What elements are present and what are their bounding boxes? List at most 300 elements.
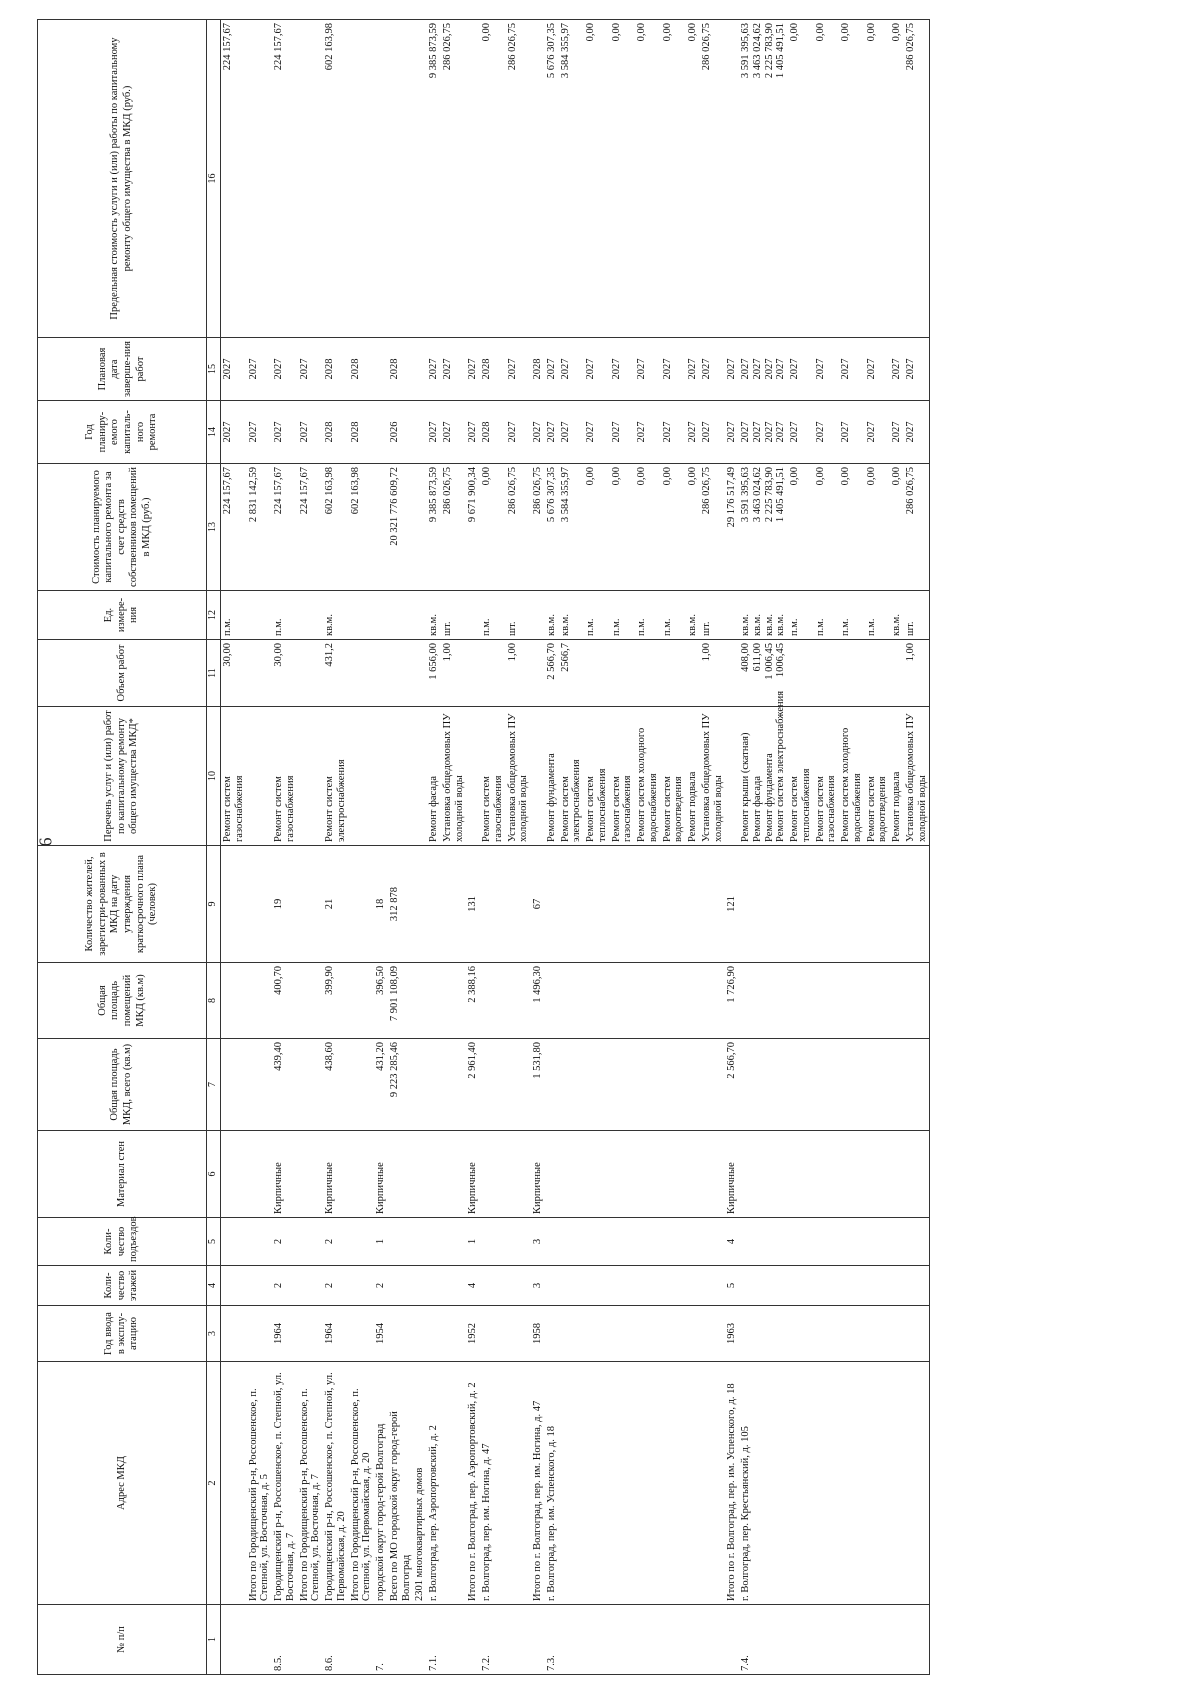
cell-max-cost: 286 026,75 bbox=[700, 20, 726, 338]
cell-work-volume: 1,00 bbox=[904, 640, 930, 707]
cell-works-list: Ремонт фундамента bbox=[545, 707, 559, 846]
cell-completion-date: 2027 bbox=[506, 338, 532, 401]
cell-premises-area: 400,70 bbox=[272, 963, 298, 1039]
cell-entrances bbox=[441, 1218, 467, 1266]
table-row bbox=[635, 20, 661, 1675]
cell-works-list bbox=[413, 707, 427, 846]
cell-total-area bbox=[480, 1039, 506, 1131]
cell-repair-year: 2027 bbox=[686, 401, 700, 464]
cell-planned-cost: 2 831 142,59 bbox=[247, 464, 273, 591]
cell-works-list: Ремонт систем газоснабжения bbox=[221, 707, 247, 846]
cell-floors: 3 bbox=[531, 1266, 545, 1306]
cell-max-cost: 0,00 bbox=[839, 20, 865, 338]
cell-works-list: Ремонт систем газоснабжения bbox=[610, 707, 636, 846]
cell-works-list: Ремонт систем холодного водоснабжения bbox=[839, 707, 865, 846]
cell-premises-area bbox=[506, 963, 532, 1039]
cell-planned-cost: 0,00 bbox=[865, 464, 891, 591]
cell-max-cost: 0,00 bbox=[865, 20, 891, 338]
cell-wall-material bbox=[388, 1131, 414, 1218]
cell-premises-area: 396,50 bbox=[374, 963, 388, 1039]
cell-planned-cost: 0,00 bbox=[584, 464, 610, 591]
cell-max-cost: 0,00 bbox=[480, 20, 506, 338]
cell-total-area: 1 531,80 bbox=[531, 1039, 545, 1131]
cell-max-cost: 5 676 307,35 bbox=[545, 20, 559, 338]
cell-total-area bbox=[584, 1039, 610, 1131]
cell-wall-material: Кирпичные bbox=[323, 1131, 349, 1218]
cell-total-area bbox=[839, 1039, 865, 1131]
cell-planned-cost: 0,00 bbox=[839, 464, 865, 591]
table-row bbox=[686, 20, 700, 1675]
cell-completion-date: 2027 bbox=[466, 338, 480, 401]
cell-year-built bbox=[349, 1306, 375, 1362]
cell-premises-area bbox=[480, 963, 506, 1039]
cell-residents bbox=[427, 846, 441, 963]
cell-residents bbox=[349, 846, 375, 963]
cell-premises-area bbox=[839, 963, 865, 1039]
cell-wall-material bbox=[788, 1131, 814, 1218]
cell-unit: п.м. bbox=[635, 591, 661, 640]
cell-max-cost: 0,00 bbox=[661, 20, 687, 338]
cell-address bbox=[584, 1362, 610, 1605]
cell-works-list: Установка общедомовых ПУ холодной воды bbox=[506, 707, 532, 846]
cell-address: г. Волгоград, пер. им. Успенского, д. 18 bbox=[545, 1362, 559, 1605]
cell-floors bbox=[221, 1266, 247, 1306]
cell-year-built bbox=[890, 1306, 904, 1362]
cell-entrances: 2 bbox=[272, 1218, 298, 1266]
cell-works-list: Ремонт систем водоотведения bbox=[865, 707, 891, 846]
cell-wall-material: Кирпичные bbox=[272, 1131, 298, 1218]
cell-line: 1 405 491,51 bbox=[775, 23, 787, 79]
cell-completion-date: 2027 bbox=[700, 338, 726, 401]
cell-unit: шт. bbox=[506, 591, 532, 640]
column-number-entrances: 5 bbox=[207, 1218, 221, 1266]
table-row bbox=[388, 20, 414, 1675]
cell-planned-cost: 29 176 517,49 bbox=[725, 464, 739, 591]
cell-works-list: Ремонт фасада bbox=[427, 707, 441, 846]
cell-line: Ремонт систем электроснабжения bbox=[775, 690, 787, 842]
cell-completion-date: 2028 bbox=[349, 338, 375, 401]
cell-repair-year bbox=[739, 401, 788, 464]
cell-total-area bbox=[545, 1039, 559, 1131]
cell-address bbox=[441, 1362, 467, 1605]
cell-address bbox=[904, 1362, 930, 1605]
cell-floors bbox=[559, 1266, 585, 1306]
table-row bbox=[247, 20, 273, 1675]
cell-entrances bbox=[413, 1218, 427, 1266]
cell-max-cost: 224 157,67 bbox=[272, 20, 298, 338]
cell-address bbox=[635, 1362, 661, 1605]
cell-residents bbox=[480, 846, 506, 963]
column-number-premises-area: 8 bbox=[207, 963, 221, 1039]
cell-entrances bbox=[610, 1218, 636, 1266]
cell-work-volume bbox=[298, 640, 324, 707]
cell-work-volume bbox=[388, 640, 414, 707]
cell-premises-area bbox=[413, 963, 427, 1039]
cell-max-cost: 0,00 bbox=[635, 20, 661, 338]
cell-year-built bbox=[413, 1306, 427, 1362]
cell-row-number bbox=[349, 1605, 375, 1675]
cell-wall-material bbox=[739, 1131, 788, 1218]
header-completion-date: Плановая дата заверше-ния работ bbox=[38, 338, 207, 401]
cell-address bbox=[839, 1362, 865, 1605]
cell-completion-date: 2027 bbox=[298, 338, 324, 401]
cell-row-number bbox=[890, 1605, 904, 1675]
cell-total-area: 438,60 bbox=[323, 1039, 349, 1131]
cell-row-number bbox=[635, 1605, 661, 1675]
cell-row-number bbox=[247, 1605, 273, 1675]
cell-wall-material bbox=[839, 1131, 865, 1218]
cell-entrances bbox=[661, 1218, 687, 1266]
table-row bbox=[559, 20, 585, 1675]
cell-wall-material bbox=[814, 1131, 840, 1218]
cell-work-volume bbox=[635, 640, 661, 707]
cell-residents: 121 bbox=[725, 846, 739, 963]
cell-line: 1 405 491,51 bbox=[775, 467, 787, 523]
cell-repair-year: 2027 bbox=[661, 401, 687, 464]
header-planned-cost: Стоимость планируемого капитального ремонта за счет средств собственников помещений в МКД (руб.) bbox=[38, 464, 207, 591]
cell-completion-date: 2027 bbox=[725, 338, 739, 401]
cell-unit: шт. bbox=[700, 591, 726, 640]
cell-max-cost: 0,00 bbox=[814, 20, 840, 338]
cell-completion-date: 2027 bbox=[904, 338, 930, 401]
cell-work-volume: 2566,7 bbox=[559, 640, 585, 707]
cell-completion-date: 2028 bbox=[531, 338, 545, 401]
cell-max-cost: 286 026,75 bbox=[904, 20, 930, 338]
cell-residents bbox=[247, 846, 273, 963]
cell-wall-material: Кирпичные bbox=[531, 1131, 545, 1218]
cell-line: Ремонт фасада bbox=[751, 775, 763, 842]
column-number-unit: 12 bbox=[207, 591, 221, 640]
cell-premises-area bbox=[686, 963, 700, 1039]
cell-work-volume bbox=[865, 640, 891, 707]
cell-residents: 312 878 bbox=[388, 846, 414, 963]
cell-total-area bbox=[427, 1039, 441, 1131]
cell-premises-area bbox=[814, 963, 840, 1039]
cell-address: Итого по Городищенский р-н, Россошенское, п. Степной, ул. Первомайская, д. 20 bbox=[349, 1362, 375, 1605]
cell-year-built bbox=[545, 1306, 559, 1362]
cell-line: 408,00 bbox=[740, 643, 751, 672]
cell-address: 2301 многоквартирных домов bbox=[413, 1362, 427, 1605]
column-number-residents: 9 bbox=[207, 846, 221, 963]
header-premises-area: Общая площадь помещений МКД (кв.м) bbox=[38, 963, 207, 1039]
cell-unit bbox=[388, 591, 414, 640]
cell-premises-area bbox=[247, 963, 273, 1039]
header-row bbox=[38, 20, 207, 1675]
cell-wall-material bbox=[584, 1131, 610, 1218]
cell-residents bbox=[814, 846, 840, 963]
cell-entrances bbox=[480, 1218, 506, 1266]
table-row bbox=[413, 20, 427, 1675]
cell-address: Итого по Городищенский р-н, Россошенское, п. Степной, ул. Восточная, д. 5 bbox=[247, 1362, 273, 1605]
cell-row-number: 7.3. bbox=[545, 1605, 559, 1675]
cell-residents bbox=[661, 846, 687, 963]
cell-entrances bbox=[788, 1218, 814, 1266]
cell-planned-cost: 9 671 900,34 bbox=[466, 464, 480, 591]
cell-planned-cost: 0,00 bbox=[814, 464, 840, 591]
cell-premises-area bbox=[865, 963, 891, 1039]
cell-entrances bbox=[839, 1218, 865, 1266]
cell-unit bbox=[466, 591, 480, 640]
cell-year-built bbox=[814, 1306, 840, 1362]
cell-year-built bbox=[700, 1306, 726, 1362]
cell-repair-year: 2027 bbox=[221, 401, 247, 464]
cell-planned-cost: 0,00 bbox=[610, 464, 636, 591]
cell-unit bbox=[349, 591, 375, 640]
column-number-max-cost: 16 bbox=[207, 20, 221, 338]
cell-line: кв.м. bbox=[775, 614, 787, 636]
cell-row-number bbox=[788, 1605, 814, 1675]
cell-row-number bbox=[413, 1605, 427, 1675]
table-row bbox=[272, 20, 298, 1675]
cell-work-volume: 2 566,70 bbox=[545, 640, 559, 707]
header-work-volume: Объем работ bbox=[38, 640, 207, 707]
cell-total-area bbox=[788, 1039, 814, 1131]
table-row bbox=[480, 20, 506, 1675]
cell-entrances bbox=[904, 1218, 930, 1266]
cell-work-volume bbox=[788, 640, 814, 707]
cell-year-built bbox=[480, 1306, 506, 1362]
cell-address: Итого по г. Волгоград, пер. Аэропортовский, д. 2 bbox=[466, 1362, 480, 1605]
cell-residents bbox=[298, 846, 324, 963]
cell-row-number bbox=[725, 1605, 739, 1675]
cell-planned-cost: 20 321 776 609,72 bbox=[388, 464, 414, 591]
cell-wall-material bbox=[890, 1131, 904, 1218]
cell-works-list: Ремонт систем газоснабжения bbox=[814, 707, 840, 846]
cell-unit: п.м. bbox=[814, 591, 840, 640]
cell-premises-area bbox=[545, 963, 559, 1039]
cell-residents bbox=[584, 846, 610, 963]
cell-repair-year: 2027 bbox=[272, 401, 298, 464]
cell-entrances bbox=[814, 1218, 840, 1266]
cell-entrances bbox=[739, 1218, 788, 1266]
cell-line: 1006,45 bbox=[775, 643, 787, 678]
cell-work-volume bbox=[584, 640, 610, 707]
cell-works-list bbox=[388, 707, 414, 846]
cell-completion-date: 2027 bbox=[221, 338, 247, 401]
cell-completion-date: 2027 bbox=[247, 338, 273, 401]
cell-work-volume bbox=[413, 640, 427, 707]
column-number-address: 2 bbox=[207, 1362, 221, 1605]
column-number-total-area: 7 bbox=[207, 1039, 221, 1131]
cell-unit: кв.м. bbox=[890, 591, 904, 640]
column-number-row bbox=[207, 20, 221, 1675]
cell-max-cost: 224 157,67 bbox=[221, 20, 247, 338]
cell-repair-year: 2027 bbox=[466, 401, 480, 464]
cell-row-number: 7.4. bbox=[739, 1605, 788, 1675]
cell-floors bbox=[739, 1266, 788, 1306]
column-number-completion-date: 15 bbox=[207, 338, 221, 401]
cell-completion-date: 2027 bbox=[890, 338, 904, 401]
cell-completion-date bbox=[374, 338, 388, 401]
cell-repair-year: 2028 bbox=[480, 401, 506, 464]
cell-floors bbox=[700, 1266, 726, 1306]
cell-residents: 21 bbox=[323, 846, 349, 963]
cell-unit bbox=[725, 591, 739, 640]
cell-wall-material: Кирпичные bbox=[466, 1131, 480, 1218]
cell-max-cost bbox=[466, 20, 480, 338]
cell-unit bbox=[413, 591, 427, 640]
cell-line: 2027 bbox=[740, 358, 751, 380]
cell-row-number bbox=[839, 1605, 865, 1675]
cell-address: Городищенский р-н, Россошенское, п. Степной, ул. Восточная, д. 7 bbox=[272, 1362, 298, 1605]
cell-total-area: 9 223 285,46 bbox=[388, 1039, 414, 1131]
table-row bbox=[349, 20, 375, 1675]
cell-works-list: Ремонт подвала bbox=[890, 707, 904, 846]
cell-works-list bbox=[374, 707, 388, 846]
cell-address bbox=[686, 1362, 700, 1605]
cell-year-built bbox=[865, 1306, 891, 1362]
cell-wall-material bbox=[413, 1131, 427, 1218]
cell-max-cost: 0,00 bbox=[686, 20, 700, 338]
header-unit: Ед. измере-ния bbox=[38, 591, 207, 640]
cell-repair-year: 2028 bbox=[349, 401, 375, 464]
cell-entrances: 2 bbox=[323, 1218, 349, 1266]
cell-completion-date: 2028 bbox=[480, 338, 506, 401]
cell-floors bbox=[635, 1266, 661, 1306]
cell-total-area bbox=[700, 1039, 726, 1131]
cell-completion-date: 2027 bbox=[559, 338, 585, 401]
column-number-wall-material: 6 bbox=[207, 1131, 221, 1218]
header-max-cost: Предельная стоимость услуги и (или) работы по капитальному ремонту общего имущества в МКД (руб.) bbox=[38, 20, 207, 338]
cell-repair-year: 2027 bbox=[865, 401, 891, 464]
cell-entrances: 3 bbox=[531, 1218, 545, 1266]
cell-unit: кв.м. bbox=[323, 591, 349, 640]
cell-completion-date: 2027 bbox=[272, 338, 298, 401]
cell-works-list bbox=[247, 707, 273, 846]
cell-floors bbox=[441, 1266, 467, 1306]
cell-address: Итого по г. Волгоград, пер. им. Ногина, д. 47 bbox=[531, 1362, 545, 1605]
cell-row-number bbox=[865, 1605, 891, 1675]
column-number-repair-year: 14 bbox=[207, 401, 221, 464]
cell-year-built: 1952 bbox=[466, 1306, 480, 1362]
cell-line: 3 463 024,62 bbox=[751, 23, 763, 79]
cell-year-built bbox=[584, 1306, 610, 1362]
cell-row-number bbox=[661, 1605, 687, 1675]
table-row bbox=[466, 20, 480, 1675]
cell-floors bbox=[661, 1266, 687, 1306]
cell-max-cost: 0,00 bbox=[584, 20, 610, 338]
table-row bbox=[427, 20, 441, 1675]
column-number-floors: 4 bbox=[207, 1266, 221, 1306]
cell-unit: п.м. bbox=[865, 591, 891, 640]
cell-year-built bbox=[788, 1306, 814, 1362]
cell-works-list bbox=[725, 707, 739, 846]
cell-residents bbox=[839, 846, 865, 963]
column-number-works-list: 10 bbox=[207, 707, 221, 846]
cell-max-cost bbox=[349, 20, 375, 338]
cell-total-area bbox=[298, 1039, 324, 1131]
cell-year-built bbox=[506, 1306, 532, 1362]
cell-repair-year: 2026 bbox=[388, 401, 414, 464]
cell-line: 2027 bbox=[775, 421, 787, 443]
cell-entrances bbox=[545, 1218, 559, 1266]
cell-max-cost bbox=[247, 20, 273, 338]
cell-premises-area bbox=[661, 963, 687, 1039]
cell-repair-year: 2028 bbox=[323, 401, 349, 464]
cell-row-number: 8.5. bbox=[272, 1605, 298, 1675]
cell-entrances bbox=[506, 1218, 532, 1266]
cell-repair-year: 2027 bbox=[700, 401, 726, 464]
table-row bbox=[545, 20, 559, 1675]
table-row bbox=[814, 20, 840, 1675]
cell-address bbox=[890, 1362, 904, 1605]
cell-address: Всего по МО городской округ город-герой Волгоград bbox=[388, 1362, 414, 1605]
cell-residents bbox=[545, 846, 559, 963]
cell-planned-cost: 0,00 bbox=[480, 464, 506, 591]
cell-max-cost: 0,00 bbox=[890, 20, 904, 338]
cell-entrances bbox=[700, 1218, 726, 1266]
cell-completion-date: 2027 bbox=[788, 338, 814, 401]
cell-repair-year: 2027 bbox=[725, 401, 739, 464]
cell-unit: шт. bbox=[904, 591, 930, 640]
cell-works-list: Ремонт подвала bbox=[686, 707, 700, 846]
cell-entrances: 4 bbox=[725, 1218, 739, 1266]
cell-address bbox=[661, 1362, 687, 1605]
cell-wall-material: Кирпичные bbox=[725, 1131, 739, 1218]
cell-floors bbox=[610, 1266, 636, 1306]
cell-residents: 18 bbox=[374, 846, 388, 963]
cell-total-area bbox=[349, 1039, 375, 1131]
cell-work-volume: 1 656,00 bbox=[427, 640, 441, 707]
cell-floors bbox=[388, 1266, 414, 1306]
cell-completion-date: 2027 bbox=[635, 338, 661, 401]
cell-row-number: 7. bbox=[374, 1605, 388, 1675]
cell-total-area bbox=[506, 1039, 532, 1131]
cell-unit: п.м. bbox=[788, 591, 814, 640]
cell-year-built: 1963 bbox=[725, 1306, 739, 1362]
cell-max-cost: 3 584 355,97 bbox=[559, 20, 585, 338]
cell-planned-cost: 0,00 bbox=[890, 464, 904, 591]
cell-floors bbox=[686, 1266, 700, 1306]
cell-wall-material bbox=[427, 1131, 441, 1218]
cell-entrances bbox=[890, 1218, 904, 1266]
cell-year-built: 1954 bbox=[374, 1306, 388, 1362]
cell-row-number bbox=[441, 1605, 467, 1675]
cell-work-volume bbox=[466, 640, 480, 707]
cell-line: 2 225 783,90 bbox=[763, 467, 775, 523]
cell-works-list: Ремонт систем холодного водоснабжения bbox=[635, 707, 661, 846]
cell-completion-date: 2027 bbox=[441, 338, 467, 401]
cell-repair-year: 2027 bbox=[814, 401, 840, 464]
cell-residents bbox=[865, 846, 891, 963]
cell-planned-cost: 9 385 873,59 bbox=[427, 464, 441, 591]
cell-line: 2027 bbox=[751, 358, 763, 380]
cell-entrances bbox=[388, 1218, 414, 1266]
cell-address bbox=[559, 1362, 585, 1605]
cell-completion-date: 2027 bbox=[610, 338, 636, 401]
table-row bbox=[531, 20, 545, 1675]
cell-year-built bbox=[388, 1306, 414, 1362]
cell-address bbox=[814, 1362, 840, 1605]
cell-residents bbox=[700, 846, 726, 963]
cell-year-built bbox=[739, 1306, 788, 1362]
cell-works-list: Установка общедомовых ПУ холодной воды bbox=[441, 707, 467, 846]
cell-wall-material bbox=[506, 1131, 532, 1218]
cell-entrances bbox=[349, 1218, 375, 1266]
cell-residents: 131 bbox=[466, 846, 480, 963]
cell-works-list bbox=[349, 707, 375, 846]
cell-year-built: 1964 bbox=[323, 1306, 349, 1362]
cell-wall-material bbox=[610, 1131, 636, 1218]
cell-address: Городищенский р-н, Россошенское, п. Степной, ул. Первомайская, д. 20 bbox=[323, 1362, 349, 1605]
table-row bbox=[374, 20, 388, 1675]
cell-repair-year: 2027 bbox=[584, 401, 610, 464]
cell-total-area bbox=[814, 1039, 840, 1131]
cell-unit: п.м. bbox=[221, 591, 247, 640]
cell-premises-area bbox=[700, 963, 726, 1039]
cell-address bbox=[610, 1362, 636, 1605]
cell-row-number bbox=[531, 1605, 545, 1675]
